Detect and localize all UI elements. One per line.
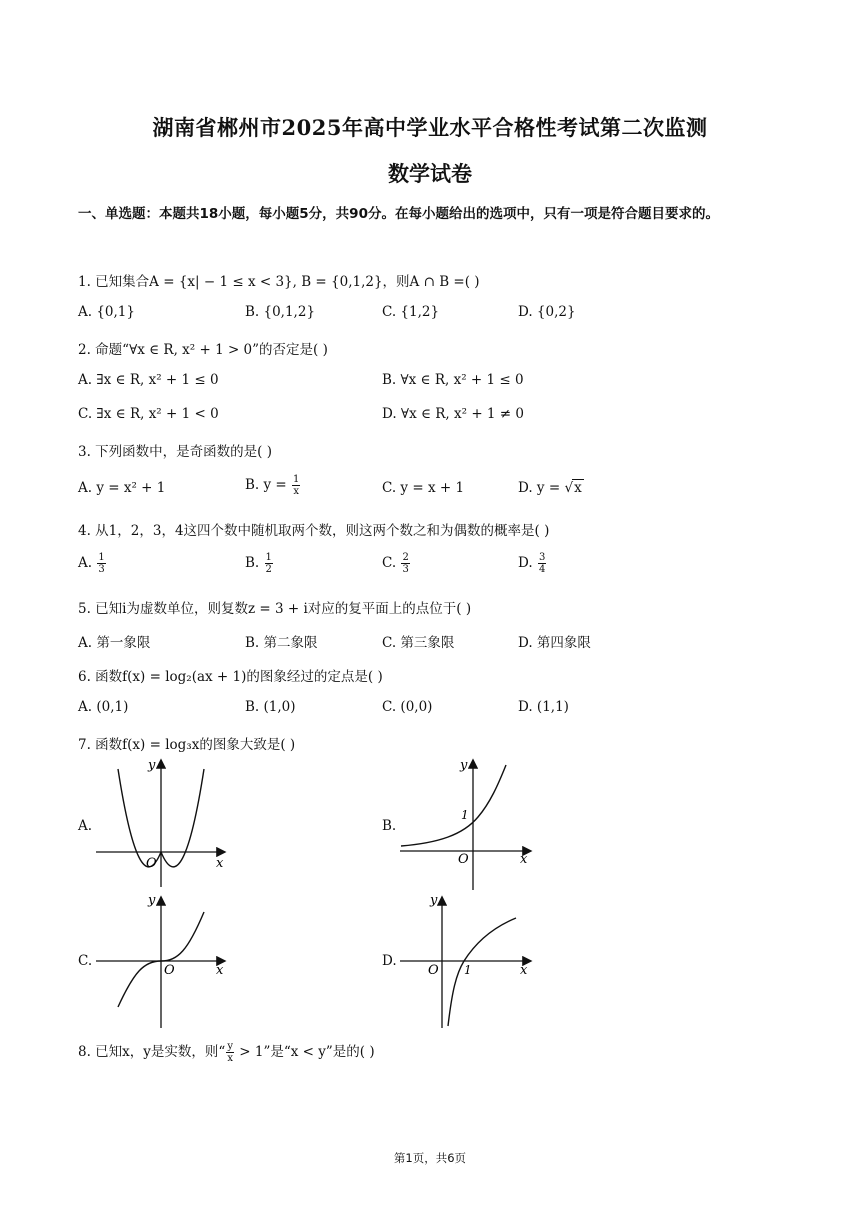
question-2-stem: 2. 命题“∀x ∈ R, x² + 1 > 0”的否定是( ) [78, 342, 328, 358]
fraction-one-third [97, 552, 105, 575]
x-axis-label: x [216, 963, 224, 978]
option-b-prefix: B. y = [245, 477, 287, 493]
question-2-option-d: D. ∀x ∈ R, x² + 1 ≠ 0 [382, 406, 525, 422]
question-2-option-a: A. ∃x ∈ R, x² + 1 ≤ 0 [78, 372, 219, 388]
question-4-option-a [78, 552, 107, 575]
x-axis-label: x [216, 856, 224, 871]
fraction-numerator: 1 [293, 474, 300, 485]
fraction-denominator: x [293, 486, 300, 497]
question-3-option-b [245, 474, 301, 497]
question-6-option-a: A. (0,1) [78, 699, 129, 715]
page-footer: 第1页，共6页 [393, 1151, 467, 1165]
question-5-stem: 5. 已知i为虚数单位，则复数z = 3 + i对应的复平面上的点位于( ) [78, 601, 472, 617]
graph-a-parabola [94, 755, 234, 890]
question-5-option-a: A. 第一象限 [78, 635, 151, 651]
fraction-denominator: 2 [265, 564, 272, 575]
section-heading: 一、单选题：本题共18小题，每小题5分，共90分。在每小题给出的选项中，只有一项是符合题目要求的。 [78, 206, 719, 222]
question-5-option-d: D. 第四象限 [518, 635, 591, 651]
option-b-label: B. [245, 555, 260, 571]
origin-label: O [164, 963, 175, 978]
option-d-label: D. [518, 555, 533, 571]
graph-d-logarithm [398, 892, 538, 1032]
question-8-stem-pre: 8. 已知x，y是实数，则“ [78, 1044, 226, 1060]
fraction-y-over-x [226, 1041, 234, 1064]
question-6-option-b: B. (1,0) [245, 699, 296, 715]
question-3-option-a: A. y = x² + 1 [78, 480, 166, 496]
fraction-denominator: 3 [402, 564, 409, 575]
y-axis-label: y [430, 893, 438, 908]
question-5-option-b: B. 第二象限 [245, 635, 318, 651]
y-axis-label: y [460, 758, 468, 773]
fraction-three-quarters [538, 552, 546, 575]
question-7-option-a: A. [78, 818, 93, 834]
option-c-label: C. [382, 555, 397, 571]
y-intercept-label: 1 [461, 808, 469, 822]
x-axis-label: x [520, 963, 528, 978]
question-5-option-c: C. 第三象限 [382, 635, 455, 651]
question-3-option-c: C. y = x + 1 [382, 480, 465, 496]
question-6-option-c: C. (0,0) [382, 699, 433, 715]
exam-title: 湖南省郴州市2025年高中学业水平合格性考试第二次监测 [152, 115, 708, 140]
fraction-denominator: 4 [538, 564, 546, 575]
question-1-option-a: A. {0,1} [78, 304, 135, 320]
fraction-denominator: x [227, 1053, 233, 1064]
fraction-numerator: 1 [265, 552, 272, 563]
question-6-option-d: D. (1,1) [518, 699, 569, 715]
question-6-stem: 6. 函数f(x) = log₂(ax + 1)的图象经过的定点是( ) [78, 669, 383, 685]
y-axis-label: y [148, 893, 156, 908]
origin-label: O [146, 856, 157, 871]
fraction-denominator: 3 [98, 564, 105, 575]
fraction-numerator: 1 [98, 552, 105, 563]
question-1-stem: 1. 已知集合A = {x| − 1 ≤ x < 3}, B = {0,1,2}，则A ∩ B =( ) [78, 274, 480, 290]
exam-subtitle: 数学试卷 [388, 161, 472, 186]
question-1-option-c: C. {1,2} [382, 304, 440, 320]
fraction-one-half [265, 552, 273, 575]
fraction-numerator: 3 [538, 552, 546, 563]
question-1-option-b: B. {0,1,2} [245, 304, 316, 320]
question-3-stem: 3. 下列函数中，是奇函数的是( ) [78, 444, 272, 460]
fraction-one-over-x [292, 474, 300, 497]
exponential-curve [401, 765, 506, 846]
option-a-label: A. [78, 555, 93, 571]
question-4-option-b [245, 552, 274, 575]
fraction-numerator: y [227, 1041, 233, 1052]
question-7-option-b: B. [382, 818, 397, 834]
x-axis-label: x [520, 852, 528, 867]
question-4-option-d [518, 552, 547, 575]
option-d-prefix: D. y = [518, 480, 561, 496]
question-2-option-b: B. ∀x ∈ R, x² + 1 ≤ 0 [382, 372, 524, 388]
y-axis-label: y [148, 758, 156, 773]
sqrt-radicand: x [574, 480, 582, 496]
x-intercept-label: 1 [464, 963, 472, 977]
question-4-stem: 4. 从1，2，3，4这四个数中随机取两个数，则这两个数之和为偶数的概率是( ) [78, 523, 550, 539]
question-7-option-c: C. [78, 953, 93, 969]
question-7-stem: 7. 函数f(x) = log₃x的图象大致是( ) [78, 737, 296, 753]
question-2-option-c: C. ∃x ∈ R, x² + 1 < 0 [78, 406, 219, 422]
question-1-option-d: D. {0,2} [518, 304, 576, 320]
logarithm-curve [448, 918, 516, 1026]
origin-label: O [458, 852, 469, 867]
origin-label: O [428, 963, 439, 978]
fraction-numerator: 2 [402, 552, 409, 563]
question-4-option-c [382, 552, 411, 575]
sqrt-symbol: √ [564, 480, 574, 496]
graph-c-cubic [94, 892, 234, 1032]
fraction-two-thirds [401, 552, 409, 575]
graph-b-exponential [398, 755, 538, 895]
question-3-option-d [518, 480, 584, 496]
question-8-stem-post: > 1”是“x < y”是的( ) [234, 1044, 375, 1060]
question-7-option-d: D. [382, 953, 397, 969]
question-8-stem [78, 1040, 375, 1064]
